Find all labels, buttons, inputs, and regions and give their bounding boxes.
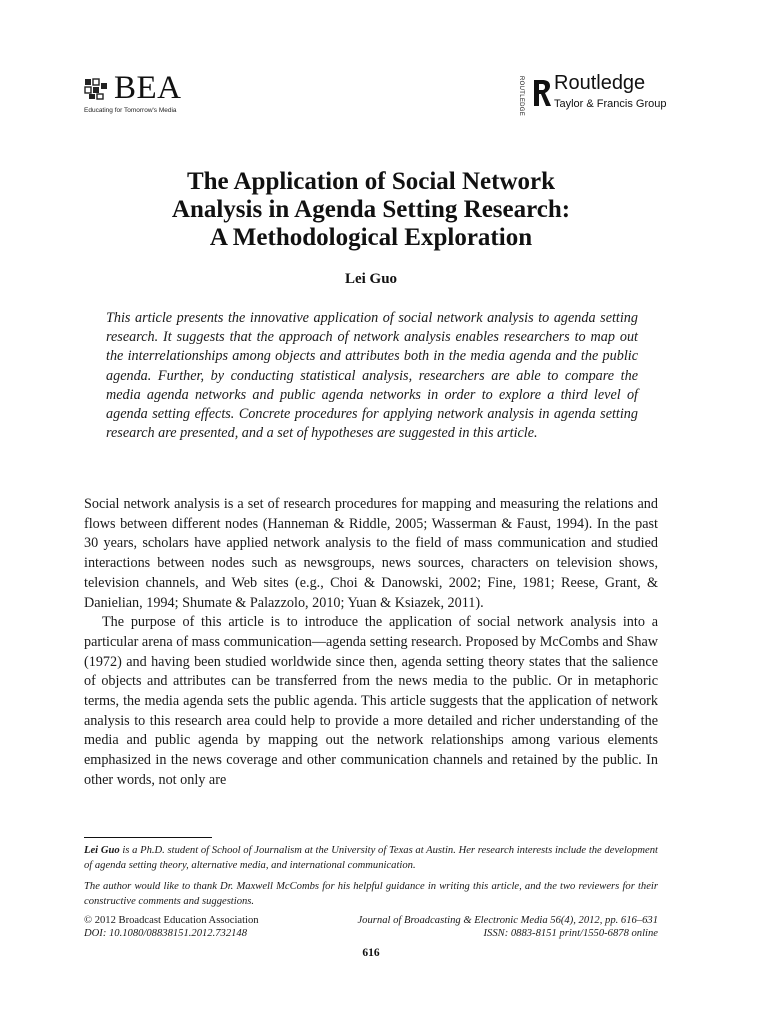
title-line: The Application of Social Network	[186, 168, 556, 195]
routledge-r-icon	[530, 76, 552, 108]
footnote-author-name: Lei Guo	[84, 845, 120, 856]
paragraph: Social network analysis is a set of research procedures for mapping and measuring the relations and flows between different nodes (Hanneman & Riddle, 2005; Wasserman & Faust, 1994). In the past 30 years, scholars have applied network analysis to the field of mass communication and studied interactions between nodes such as newsgroups, news sources, characters on television shows, television channels, and Web sites (e.g., Choi & Danowski, 2002; Fine, 1981; Reese, Grant, & Danielian, 1994; Shumate & Palazzolo, 2010; Yuan & Ksiazek, 2011).	[84, 496, 658, 611]
acknowledgement-footnote: The author would like to thank Dr. Maxwell McCombs for his helpful guidance in writing this article, and the two reviewers for their constructive comments and suggestions.	[84, 881, 658, 907]
footnote-author-bio: is a Ph.D. student of School of Journalism at the University of Texas at Austin. Her research interests include the development of agenda setting theory, alternative media, and international communication.	[84, 845, 658, 871]
routledge-name: Routledge	[554, 72, 646, 94]
author-name: Lei Guo	[344, 271, 398, 287]
doi: DOI: 10.1080/08838151.2012.732148	[84, 928, 248, 939]
body-text	[84, 495, 658, 791]
bea-logo-text: BEA	[114, 70, 182, 106]
page-number: 616	[362, 947, 380, 959]
abstract: This article presents the innovative application of social network analysis to agenda setting research. It suggests that the approach of network analysis enables researchers to map out the interrelationships among objects and attributes both in the media agenda and the public agenda. Further, by conducting statistical analysis, researchers are able to compare the media agenda networks and public agenda networks in order to explore a third level of agenda setting effects. Concrete procedures for applying network analysis in agenda setting research are presented, and a set of hypotheses are suggested in this article.	[106, 310, 638, 442]
issn: ISSN: 0883-8151 print/1550-6878 online	[483, 928, 658, 939]
routledge-vertical-text: ROUTLEDGE	[518, 76, 524, 117]
bea-logo	[84, 70, 224, 118]
bea-emblem-icon	[84, 77, 112, 101]
article-title	[84, 168, 658, 252]
publication-meta	[84, 914, 658, 940]
copyright: © 2012 Broadcast Education Association	[84, 915, 259, 926]
paragraph: The purpose of this article is to introduce the application of social network analysis into a particular arena of mass communication—agenda setting research. Proposed by McCombs and Shaw (1972) and having been studied worldwide since then, agenda setting theory states that the salience of objects and attributes can be transferred from the news media to the public. Or in metaphoric terms, the media agenda sets the public agenda. This article suggests that the application of network analysis to this research area could help to provide a more detailed and richer understanding of the media and public agenda by mapping out the network relationships among various elements emphasized in the news coverage and other communication channels and retained by the public. In other words, not only are	[84, 614, 658, 788]
title-line: Analysis in Agenda Setting Research:	[171, 196, 571, 223]
bea-tagline: Educating for Tomorrow's Media	[84, 107, 177, 114]
title-line: A Methodological Exploration	[209, 224, 533, 251]
routledge-group: Taylor & Francis Group	[554, 98, 667, 110]
routledge-logo	[516, 72, 686, 117]
footnote-divider	[84, 837, 212, 838]
author-footnote	[84, 844, 658, 873]
journal-citation: Journal of Broadcasting & Electronic Media 56(4), 2012, pp. 616–631	[357, 915, 658, 926]
